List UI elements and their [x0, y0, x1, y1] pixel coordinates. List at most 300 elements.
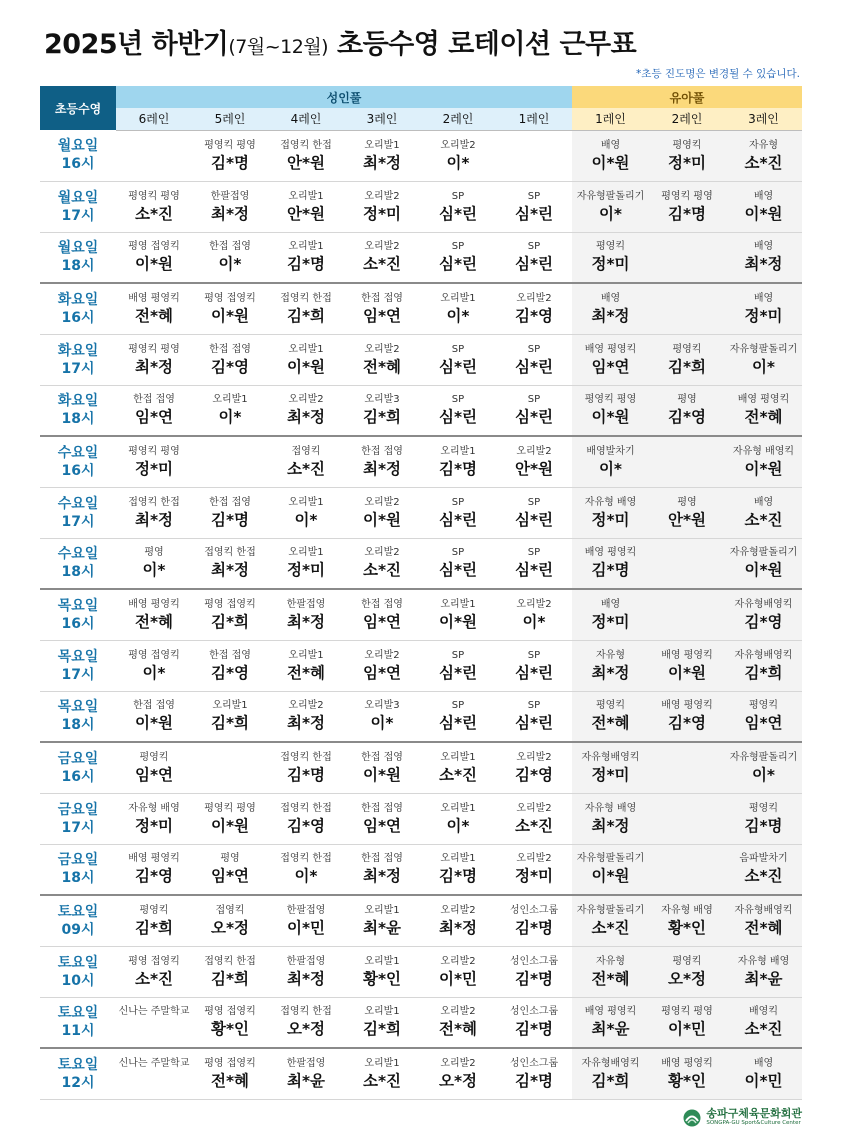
class-level-label: 오리발1: [288, 241, 324, 253]
lane-assignment-cell: [725, 895, 802, 946]
class-level-label: 평영킥: [596, 241, 625, 253]
lane-assignment-cell: [344, 436, 420, 487]
day-time-cell: [40, 946, 116, 997]
class-level-label: 오리발2: [364, 496, 400, 508]
schedule-body: [40, 130, 802, 1099]
instructor-name: 이*원: [744, 459, 783, 478]
instructor-name: 임*연: [362, 663, 402, 682]
class-level-label: 오리발1: [364, 1057, 400, 1069]
instructor-name: [649, 306, 725, 326]
lane-assignment-cell: [725, 589, 802, 640]
class-level-label: 평영 접영킥: [204, 1006, 256, 1018]
schedule-row: [40, 691, 802, 742]
class-level-label: 오리발2: [440, 139, 476, 151]
class-level-label: 한접 접영: [209, 241, 251, 253]
class-level-label: SP: [527, 649, 541, 661]
instructor-name: 김*영: [286, 816, 326, 835]
schedule-row: [40, 334, 802, 385]
lane-assignment-cell: [192, 181, 268, 232]
lane-assignment-cell: [116, 946, 192, 997]
class-level-label: 오리발2: [364, 649, 400, 661]
class-level-label: SP: [451, 241, 465, 253]
instructor-name: 이*: [446, 816, 470, 835]
instructor-name: 김*희: [667, 357, 707, 376]
lane-assignment-cell: [572, 1048, 649, 1099]
class-level-label: 한접 접영: [361, 445, 403, 457]
lane-assignment-cell: [725, 997, 802, 1048]
lane-assignment-cell: [725, 385, 802, 436]
instructor-name: 오*정: [438, 1071, 478, 1090]
instructor-name: 최*정: [591, 816, 630, 835]
class-level-label: 한접 접영: [133, 394, 175, 406]
instructor-name: 이*: [751, 765, 776, 784]
schedule-row: [40, 895, 802, 946]
lane-assignment-cell: [192, 1048, 268, 1099]
instructor-name: 이*: [370, 714, 394, 733]
time-label: 16시: [61, 615, 95, 632]
instructor-name: 심*린: [438, 204, 478, 223]
class-level-label: SP: [451, 700, 465, 712]
class-level-label: 평영킥: [749, 802, 778, 814]
class-level-label: 자유형팔돌리기: [729, 547, 798, 559]
org-logo: [683, 1108, 802, 1127]
instructor-name: [192, 459, 268, 479]
class-level-label: 배영: [600, 598, 621, 610]
time-label: 16시: [61, 768, 95, 785]
class-level-label: 성인소그룹: [509, 904, 559, 916]
instructor-name: 최*정: [438, 918, 478, 937]
lane-assignment-cell: [572, 589, 649, 640]
instructor-name: 소*진: [744, 867, 783, 886]
instructor-name: 김*희: [362, 1020, 402, 1039]
class-level-label: 자유형 배영: [584, 496, 637, 508]
day-time-cell: [40, 895, 116, 946]
class-level-label: 배영: [753, 292, 774, 304]
lane-assignment-cell: [725, 283, 802, 334]
instructor-name: 이*: [446, 306, 470, 325]
class-level-label: 배영: [600, 292, 621, 304]
class-level-label: 접영킥 한접: [280, 751, 332, 763]
schedule-table: [40, 86, 802, 1100]
lane-assignment-cell: [572, 997, 649, 1048]
instructor-name: 정*미: [667, 153, 707, 172]
instructor-name: 김*명: [438, 459, 478, 478]
class-level-label: 접영킥 한접: [280, 802, 332, 814]
class-level-label: 배영 평영킥: [128, 292, 180, 304]
class-level-label: 오리발3: [364, 700, 400, 712]
instructor-name: 최*정: [134, 357, 174, 376]
class-level-label: 평영킥 평영: [128, 343, 180, 355]
instructor-name: 소*진: [744, 510, 783, 529]
class-level-label: 자유형팔돌리기: [576, 853, 645, 865]
day-time-cell: [40, 436, 116, 487]
class-level-label: 배영: [753, 241, 774, 253]
instructor-name: 최*윤: [591, 1020, 630, 1039]
day-label: 월요일: [57, 189, 99, 206]
instructor-name: 김*희: [134, 918, 174, 937]
lane-assignment-cell: [496, 640, 572, 691]
class-level-label: 배영발차기: [586, 445, 635, 457]
class-level-label: 자유형 배영: [584, 802, 637, 814]
lane-assignment-cell: [420, 181, 496, 232]
class-level-label: 자유형 배영: [661, 904, 713, 916]
instructor-name: 최*정: [362, 459, 402, 478]
lane-assignment-cell: [116, 538, 192, 589]
lane-assignment-cell: [344, 589, 420, 640]
instructor-name: 김*명: [210, 153, 250, 172]
instructor-name: [116, 1019, 192, 1039]
instructor-name: 이*: [751, 357, 776, 376]
class-level-label: 한팔접영: [286, 598, 326, 610]
class-level-label: 자유형배영킥: [734, 904, 793, 916]
title-main: 2025년 하반기: [44, 29, 229, 60]
lane-assignment-cell: [496, 589, 572, 640]
instructor-name: 심*린: [438, 663, 478, 682]
class-level-label: 오리발1: [364, 955, 400, 967]
lane-header: 3레인: [344, 108, 420, 130]
lane-assignment-cell: [268, 130, 344, 181]
instructor-name: 김*희: [210, 969, 250, 988]
instructor-name: 김*희: [362, 408, 402, 427]
class-level-label: 평영 접영킥: [128, 955, 180, 967]
day-label: 수요일: [57, 444, 99, 461]
lane-assignment-cell: [344, 538, 420, 589]
schedule-row: [40, 742, 802, 793]
class-level-label: [649, 546, 725, 560]
class-level-label: SP: [527, 190, 541, 202]
lane-assignment-cell: [649, 181, 725, 232]
time-label: 12시: [61, 1074, 95, 1091]
lane-assignment-cell: [344, 487, 420, 538]
instructor-name: 이*원: [744, 204, 783, 223]
lane-assignment-cell: [116, 742, 192, 793]
instructor-name: 오*정: [286, 1020, 326, 1039]
instructor-name: 이*: [218, 255, 242, 274]
day-label: 토요일: [57, 1005, 99, 1022]
class-level-label: 음파발차기: [739, 853, 788, 865]
lane-assignment-cell: [572, 487, 649, 538]
class-level-label: [649, 852, 725, 866]
instructor-name: 심*린: [514, 255, 554, 274]
instructor-name: 김*영: [744, 612, 783, 631]
lane-assignment-cell: [496, 283, 572, 334]
lane-assignment-cell: [268, 844, 344, 895]
day-time-cell: [40, 793, 116, 844]
instructor-name: 김*희: [210, 714, 250, 733]
time-label: 16시: [61, 462, 95, 479]
instructor-name: 심*린: [438, 408, 478, 427]
class-level-label: 자유형: [596, 955, 625, 967]
class-level-label: 오리발1: [364, 904, 400, 916]
day-time-cell: [40, 997, 116, 1048]
instructor-name: 소*진: [362, 255, 402, 274]
class-level-label: 접영킥 한접: [204, 955, 256, 967]
class-level-label: 평영킥 평영: [584, 394, 637, 406]
day-label: 금요일: [57, 801, 99, 818]
class-level-label: 배영 평영킥: [661, 1057, 713, 1069]
class-level-label: [649, 292, 725, 306]
instructor-name: 전*혜: [438, 1020, 478, 1039]
instructor-name: 최*정: [286, 612, 326, 631]
instructor-name: [649, 612, 725, 632]
class-level-label: 오리발2: [440, 904, 476, 916]
class-level-label: 오리발3: [364, 394, 400, 406]
class-level-label: 평영킥: [749, 700, 778, 712]
class-level-label: 오리발1: [288, 649, 324, 661]
day-time-cell: [40, 742, 116, 793]
instructor-name: 김*명: [514, 1071, 554, 1090]
day-time-cell: [40, 334, 116, 385]
lane-assignment-cell: [649, 640, 725, 691]
lane-assignment-cell: [572, 283, 649, 334]
lane-assignment-cell: [420, 589, 496, 640]
lane-assignment-cell: [116, 487, 192, 538]
day-label: 토요일: [57, 903, 99, 920]
lane-assignment-cell: [420, 385, 496, 436]
lane-assignment-cell: [192, 283, 268, 334]
instructor-name: 황*인: [667, 918, 707, 937]
class-level-label: 오리발1: [440, 598, 476, 610]
class-level-label: 평영: [677, 496, 697, 508]
class-level-label: 배영 평영킥: [661, 700, 713, 712]
lane-assignment-cell: [649, 742, 725, 793]
lane-assignment-cell: [496, 181, 572, 232]
instructor-name: 소*진: [362, 561, 402, 580]
time-label: 17시: [61, 666, 95, 683]
class-level-label: 자유형배영킥: [581, 1057, 640, 1069]
lane-assignment-cell: [420, 283, 496, 334]
lane-assignment-cell: [116, 997, 192, 1048]
instructor-name: 이*원: [362, 765, 402, 784]
class-level-label: 접영킥 한접: [280, 853, 332, 865]
class-level-label: [649, 240, 725, 254]
lane-assignment-cell: [192, 946, 268, 997]
lane-assignment-cell: [192, 844, 268, 895]
class-level-label: 자유형배영킥: [734, 598, 793, 610]
class-level-label: SP: [527, 343, 541, 355]
instructor-name: 김*명: [744, 816, 783, 835]
class-level-label: 접영킥 한접: [280, 139, 332, 151]
instructor-name: 김*명: [514, 1020, 554, 1039]
class-level-label: 한접 접영: [361, 598, 403, 610]
lane-assignment-cell: [725, 946, 802, 997]
lane-assignment-cell: [268, 589, 344, 640]
schedule-note: *초등 진도명은 변경될 수 있습니다.: [636, 68, 800, 80]
lane-assignment-cell: [725, 334, 802, 385]
day-label: 토요일: [57, 1056, 99, 1073]
instructor-name: 이*원: [591, 153, 630, 172]
lane-assignment-cell: [344, 130, 420, 181]
lane-assignment-cell: [649, 334, 725, 385]
lane-assignment-cell: [420, 997, 496, 1048]
instructor-name: 김*희: [286, 306, 326, 325]
day-time-cell: [40, 1048, 116, 1099]
day-label: 월요일: [57, 138, 99, 155]
class-level-label: 오리발2: [364, 343, 400, 355]
lane-assignment-cell: [496, 487, 572, 538]
lane-assignment-cell: [649, 232, 725, 283]
schedule-row: [40, 436, 802, 487]
lane-assignment-cell: [192, 742, 268, 793]
class-level-label: SP: [451, 394, 465, 406]
lane-assignment-cell: [572, 844, 649, 895]
instructor-name: 최*정: [286, 408, 326, 427]
instructor-name: [192, 765, 268, 785]
instructor-name: 김*영: [514, 765, 554, 784]
lane-assignment-cell: [725, 742, 802, 793]
org-emblem-icon: [683, 1109, 701, 1127]
instructor-name: 임*연: [744, 714, 783, 733]
class-level-label: 평영킥 평영: [204, 802, 256, 814]
class-level-label: 자유형: [596, 649, 625, 661]
instructor-name: 정*미: [134, 459, 174, 478]
instructor-name: 임*연: [362, 306, 402, 325]
lane-assignment-cell: [344, 844, 420, 895]
instructor-name: 최*정: [134, 510, 174, 529]
class-level-label: 자유형 배영: [737, 955, 790, 967]
instructor-name: 임*연: [362, 612, 402, 631]
class-level-label: 배영 평영킥: [584, 343, 637, 355]
lane-assignment-cell: [344, 283, 420, 334]
instructor-name: 심*린: [514, 408, 554, 427]
schedule-row: [40, 997, 802, 1048]
day-time-cell: [40, 640, 116, 691]
day-label: 목요일: [57, 699, 99, 716]
class-level-label: [649, 751, 725, 765]
instructor-name: 김*희: [210, 612, 250, 631]
class-level-label: 한접 접영: [209, 649, 251, 661]
corner-header: 초등수영: [40, 86, 116, 130]
day-time-cell: [40, 130, 116, 181]
page-title: [44, 22, 636, 61]
class-level-label: 평영킥 평영: [661, 1006, 713, 1018]
class-level-label: 평영킥 평영: [661, 190, 713, 202]
class-level-label: 배영: [753, 496, 774, 508]
org-name: 송파구체육문화회관: [706, 1107, 802, 1120]
instructor-name: 김*영: [667, 714, 707, 733]
instructor-name: 오*정: [210, 918, 250, 937]
class-level-label: 평영킥 평영: [128, 190, 180, 202]
lane-assignment-cell: [649, 487, 725, 538]
class-level-label: 자유형 배영: [128, 802, 180, 814]
instructor-name: 이*원: [362, 510, 402, 529]
instructor-name: 이*원: [591, 867, 630, 886]
class-level-label: 배영: [753, 1057, 774, 1069]
instructor-name: 이*: [446, 153, 470, 172]
instructor-name: 이*원: [210, 816, 250, 835]
class-level-label: [116, 139, 192, 153]
instructor-name: [496, 153, 572, 173]
lane-assignment-cell: [725, 538, 802, 589]
class-level-label: [192, 751, 268, 765]
instructor-name: [116, 1071, 192, 1091]
day-time-cell: [40, 844, 116, 895]
lane-assignment-cell: [572, 895, 649, 946]
lane-assignment-cell: [192, 436, 268, 487]
lane-assignment-cell: [420, 895, 496, 946]
lane-assignment-cell: [649, 385, 725, 436]
lane-assignment-cell: [725, 640, 802, 691]
class-level-label: 오리발1: [440, 292, 476, 304]
instructor-name: 안*원: [286, 204, 326, 223]
day-time-cell: [40, 589, 116, 640]
lane-assignment-cell: [572, 793, 649, 844]
lane-assignment-cell: [268, 538, 344, 589]
lane-assignment-cell: [572, 181, 649, 232]
lane-assignment-cell: [268, 946, 344, 997]
lane-assignment-cell: [725, 793, 802, 844]
instructor-name: 최*정: [362, 153, 402, 172]
lane-assignment-cell: [116, 130, 192, 181]
instructor-name: [116, 153, 192, 173]
lane-assignment-cell: [192, 793, 268, 844]
class-level-label: 오리발1: [440, 445, 476, 457]
class-level-label: 오리발2: [516, 292, 552, 304]
class-level-label: 오리발2: [516, 598, 552, 610]
day-label: 금요일: [57, 852, 99, 869]
lane-header: 1레인: [496, 108, 572, 130]
class-level-label: 자유형 배영킥: [732, 445, 795, 457]
class-level-label: 평영 접영킥: [204, 1057, 256, 1069]
instructor-name: 심*린: [438, 255, 478, 274]
lane-assignment-cell: [192, 385, 268, 436]
class-level-label: 한팔접영: [210, 190, 250, 202]
day-time-cell: [40, 181, 116, 232]
day-time-cell: [40, 691, 116, 742]
instructor-name: 오*정: [667, 969, 707, 988]
instructor-name: 전*혜: [210, 1071, 250, 1090]
class-level-label: 오리발2: [440, 1006, 476, 1018]
class-level-label: 성인소그룹: [509, 1057, 559, 1069]
lane-header: 1레인: [572, 108, 649, 130]
lane-assignment-cell: [420, 742, 496, 793]
class-level-label: 배영: [600, 139, 621, 151]
lane-assignment-cell: [268, 385, 344, 436]
instructor-name: 소*진: [744, 1020, 783, 1039]
lane-assignment-cell: [496, 844, 572, 895]
lane-assignment-cell: [649, 844, 725, 895]
lane-assignment-cell: [572, 334, 649, 385]
lane-assignment-cell: [572, 946, 649, 997]
day-label: 목요일: [57, 597, 99, 614]
lane-assignment-cell: [268, 436, 344, 487]
lane-assignment-cell: [420, 538, 496, 589]
lane-assignment-cell: [496, 895, 572, 946]
instructor-name: 황*인: [362, 969, 402, 988]
lane-assignment-cell: [420, 793, 496, 844]
lane-assignment-cell: [496, 232, 572, 283]
schedule-row: [40, 130, 802, 181]
time-label: 18시: [61, 564, 95, 581]
class-level-label: 오리발1: [288, 547, 324, 559]
class-level-label: 한접 접영: [361, 853, 403, 865]
lane-assignment-cell: [268, 181, 344, 232]
class-level-label: 오리발1: [440, 751, 476, 763]
class-level-label: [649, 445, 725, 459]
lane-assignment-cell: [344, 997, 420, 1048]
instructor-name: 심*린: [514, 204, 554, 223]
class-level-label: 오리발1: [440, 802, 476, 814]
lane-assignment-cell: [725, 181, 802, 232]
lane-assignment-cell: [344, 946, 420, 997]
instructor-name: 임*연: [134, 765, 174, 784]
lane-assignment-cell: [572, 232, 649, 283]
day-time-cell: [40, 538, 116, 589]
instructor-name: 최*윤: [362, 918, 402, 937]
title-range: (7월~12월): [228, 36, 329, 58]
class-level-label: SP: [451, 343, 465, 355]
lane-assignment-cell: [116, 589, 192, 640]
